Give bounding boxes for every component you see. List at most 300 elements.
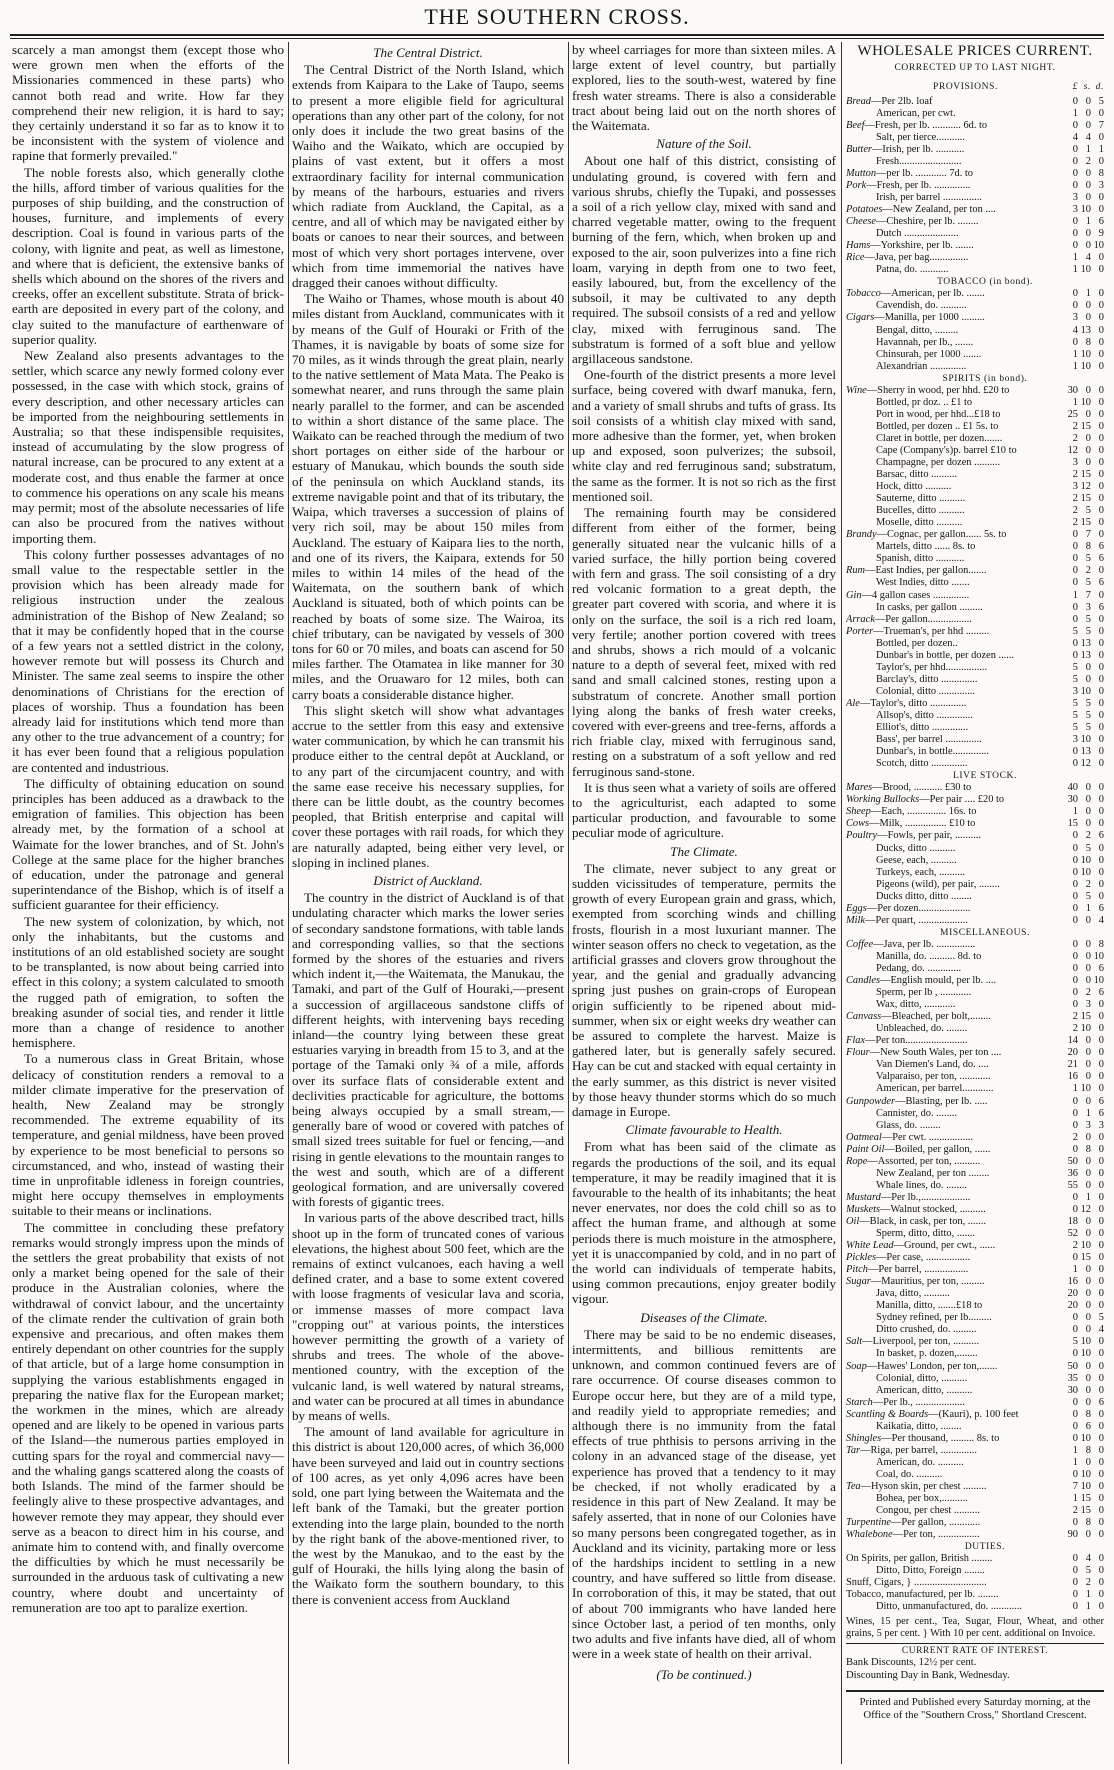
price-item-label: Martels, ditto ...... 8s. to — [876, 541, 976, 553]
price-pence: 0 — [1098, 505, 1104, 517]
price-pounds: 0 — [1072, 1601, 1078, 1613]
price-shillings: 0 — [1085, 1264, 1091, 1276]
price-shillings: 2 — [1085, 878, 1091, 890]
article-paragraph: The committee in concluding these prefatory remarks would strongly impress upon the minds of the settlers the great probability that exists of not only a market being opened for the sale of their produce in the Australian colonies, where the withdrawal of convict labour, and the uncertainty of the climate render the cultivation of grain both expensive and precarious, and often makes them entirely dependant on other countries for the supply of that article, but of a large home consumption in supplying the various establishments engaged in preparing the native flax for the European market; the workmen in the mines, which are already opened and are likely to be opened in various parts of the Island—the numerous parties employed in cutting spars for the royal and commercial navy—and the whaling gangs scattered along the coasts of both Islands. The mind of the farmer should be feelingly alive to these prospective advantages, and however remote they may appear, they should ever serve as a beacon to direct him in his course, and animate him to contend with, and finally overcome the difficulties by which he must necessarily be surrounded in the arduous task of cultivating a new country, where doubt and uncertainty of remuneration are too apt to paralize exertion. — [12, 1219, 284, 1615]
price-item-label: Bread—Per 2lb. loaf — [846, 95, 933, 107]
price-pounds: 0 — [1072, 1191, 1078, 1203]
price-item-label: Glass, do. ........ — [876, 1119, 941, 1131]
price-shillings: 1 — [1085, 1107, 1091, 1119]
price-item-label: Oil—Black, in cask, per ton, ....... — [846, 1215, 986, 1227]
article-paragraph: The Central District of the North Island, which extends from Kaipara to the Lake of Taupo, seems to present a more eligible field for agricultural operations than any other part of the colony, for not only does it include the two great basins of the Waiho and the Waikato, which are occupied by plains of vast extent, but it offers a most extraordinary facility for internal communication by means of the harbours, estuaries and rivers which radiate from Auckland, the Capital, as a centre, and all of which may be navigated either by boats or canoes to near their sources, and between most of which very short portages intervene, over which from time immemorial the natives have dragged their canoes without difficulty. — [292, 62, 564, 291]
price-shillings: 5 — [1085, 553, 1091, 565]
price-row — [846, 1348, 1104, 1360]
price-shillings: 0 — [1085, 1215, 1091, 1227]
price-row — [846, 300, 1104, 312]
price-item-label: New Zealand, per ton ........ — [876, 1167, 990, 1179]
price-shillings: 10 — [1080, 1083, 1091, 1095]
price-row — [846, 1517, 1104, 1529]
section-heading: The Central District. — [373, 45, 483, 60]
price-pence: 0 — [1098, 191, 1104, 203]
price-list — [846, 96, 1104, 1614]
price-pence: 10 — [1093, 240, 1104, 252]
price-shillings: 15 — [1080, 1252, 1091, 1264]
price-item-label: Unbleached, do. ........ — [876, 1023, 968, 1035]
price-pounds: 4 — [1072, 324, 1078, 336]
price-shillings: 0 — [1085, 1384, 1091, 1396]
price-pounds: 2 — [1072, 1011, 1078, 1023]
price-shillings: 3 — [1085, 1119, 1091, 1131]
prices-column — [846, 42, 1104, 1764]
price-item-label: Paint Oil—Boiled, per gallon, ...... — [846, 1143, 991, 1155]
price-item-label: Sydney refined, per lb......... — [876, 1312, 992, 1324]
price-pounds: 0 — [1072, 167, 1078, 179]
price-item-label: Flour—New South Wales, per ton .... — [846, 1047, 1002, 1059]
price-row — [846, 349, 1104, 361]
price-item-label: Beef—Fresh, per lb. ........... 6d. to — [846, 119, 988, 131]
price-pence: 0 — [1098, 746, 1104, 758]
price-item-label: Rope—Assorted, per ton, .......... — [846, 1155, 981, 1167]
price-item-label: Elliot's, ditto .............. — [876, 722, 969, 734]
price-item-label: In casks, per gallon ......... — [876, 601, 983, 613]
price-shillings: 0 — [1085, 1167, 1091, 1179]
price-row — [846, 1601, 1104, 1613]
price-row — [846, 903, 1104, 915]
price-pence: 0 — [1098, 1408, 1104, 1420]
price-row — [846, 1264, 1104, 1276]
price-pence: 0 — [1098, 444, 1104, 456]
price-pounds: 25 — [1067, 408, 1078, 420]
price-row — [846, 674, 1104, 686]
price-shillings: 0 — [1085, 975, 1091, 987]
article-paragraph: New Zealand also presents advantages to the settler, which scarce any newly formed colony ever possessed, in the case with which stock, grains of every description, and other necessary articles can be imported from the neighbouring settlements in Australia; so that these indispensible requisites, instead of accumulating by the slow progress of natural increase, can be procured to any extent at a moderate cost, and thus enable the farmer at once to commence his operations on any scale his means may permit; most of the absolute necessaries of life can also be procured from the natives without importing them. — [12, 348, 284, 546]
price-pence: 0 — [1098, 1468, 1104, 1480]
price-item-label: American, ditto, .......... — [876, 1384, 973, 1396]
price-shillings: 0 — [1085, 938, 1091, 950]
price-pence: 0 — [1098, 1252, 1104, 1264]
price-pence: 0 — [1098, 1035, 1104, 1047]
price-pence: 6 — [1098, 541, 1104, 553]
price-row — [846, 1565, 1104, 1577]
price-pence: 0 — [1098, 348, 1104, 360]
price-pounds: 2 — [1072, 505, 1078, 517]
article-paragraph: The amount of land available for agriculture in this district is about 120,000 acres, of which 36,000 have been surveyed and laid out in country sections of 100 acres, as yet only 4,096 acres have been sold, one part lying between the Waitemata and the left bank of the Tamaki, but the greater portion extending into the large plain, bounded to the north by the right bank of the above-mentioned river, to the west by the Manukao, and to the east by the gulf of Houraki, the hills lying along the basin of the Waikato form the southern boundary, to this there is convenient access from Auckland — [292, 1424, 564, 1607]
price-pounds: 0 — [1072, 1396, 1078, 1408]
price-item-label: Scotch, ditto .............. — [876, 758, 968, 770]
price-row — [846, 1373, 1104, 1385]
price-row — [846, 445, 1104, 457]
price-item-label: Rum—East Indies, per gallon....... — [846, 565, 987, 577]
price-row — [846, 192, 1104, 204]
price-item-label: Mustard—Per lb.,................... — [846, 1191, 971, 1203]
price-item-label: Sauterne, ditto .......... — [876, 493, 966, 505]
price-pounds: 2 — [1072, 469, 1078, 481]
price-section-heading — [846, 927, 1104, 939]
price-pounds: 0 — [1072, 1577, 1078, 1589]
price-row — [846, 421, 1104, 433]
price-pence: 0 — [1098, 1071, 1104, 1083]
price-shillings: 0 — [1085, 1095, 1091, 1107]
price-shillings: 0 — [1085, 1155, 1091, 1167]
price-pounds: 0 — [1072, 999, 1078, 1011]
price-item-label: American, per cwt. — [876, 107, 956, 119]
price-item-label: Coffee—Java, per lb. ............... — [846, 938, 976, 950]
price-pence: 0 — [1098, 710, 1104, 721]
price-pence: 0 — [1098, 866, 1104, 878]
price-item-label: Port in wood, per hhd...£18 to — [876, 408, 1001, 420]
price-row — [846, 553, 1104, 565]
price-item-label: Shingles—Per thousand, ......... 8s. to — [846, 1432, 1000, 1444]
article-column-1 — [12, 42, 284, 1764]
price-item-label: Oatmeal—Per cwt. ................. — [846, 1131, 973, 1143]
price-item-label: Milk—Per quart, ................... — [846, 914, 968, 926]
price-row — [846, 1397, 1104, 1409]
price-pence: 5 — [1098, 1312, 1104, 1324]
price-shillings: 0 — [1085, 962, 1091, 974]
price-pounds: 0 — [1072, 914, 1078, 926]
price-shillings: 0 — [1085, 1228, 1091, 1240]
price-pence: 0 — [1098, 1011, 1104, 1023]
price-pounds: 5 — [1072, 722, 1078, 734]
price-pence: 0 — [1098, 1372, 1104, 1384]
price-item-label: Arrack—Per gallon................. — [846, 613, 972, 625]
price-pence: 0 — [1098, 685, 1104, 697]
price-row — [846, 529, 1104, 541]
price-pounds: 0 — [1072, 95, 1078, 107]
price-shillings: 2 — [1085, 565, 1091, 577]
price-shillings: 5 — [1085, 710, 1091, 721]
price-shillings: 0 — [1085, 1360, 1091, 1372]
price-shillings: 0 — [1085, 457, 1091, 469]
price-item-label: White Lead—Ground, per cwt., ...... — [846, 1240, 996, 1252]
price-row — [846, 132, 1104, 144]
price-row — [846, 939, 1104, 951]
price-pence: 0 — [1098, 1384, 1104, 1396]
price-shillings: 0 — [1085, 107, 1091, 119]
price-item-label: Barclay's, ditto .............. — [876, 673, 978, 685]
price-row — [846, 264, 1104, 276]
price-row — [846, 385, 1104, 397]
price-row — [846, 590, 1104, 602]
price-pence: 0 — [1098, 890, 1104, 902]
price-item-label: Bucelles, ditto .......... — [876, 505, 965, 517]
price-pounds: 90 — [1067, 1529, 1078, 1541]
price-pence: 6 — [1098, 1396, 1104, 1408]
price-row — [846, 312, 1104, 324]
price-section-label: TOBACCO (in bond). — [937, 277, 1033, 288]
price-section-heading — [846, 770, 1104, 782]
price-pounds: 0 — [1072, 1107, 1078, 1119]
price-item-label: Whale lines, do. ........ — [876, 1179, 967, 1191]
price-shillings: 0 — [1085, 1179, 1091, 1191]
price-shillings: 10 — [1080, 1240, 1091, 1252]
price-pence: 0 — [1098, 794, 1104, 806]
price-item-label: Congou, per chest .......... — [876, 1505, 980, 1517]
price-pence: 0 — [1098, 1203, 1104, 1215]
price-section-label: DUTIES. — [964, 1542, 1006, 1553]
price-shillings: 0 — [1085, 1312, 1091, 1324]
price-row — [846, 710, 1104, 722]
price-pounds: 36 — [1067, 1167, 1078, 1179]
price-item-label: Barsac, ditto .......... — [876, 469, 958, 481]
price-shillings: 0 — [1085, 1456, 1091, 1468]
price-row — [846, 204, 1104, 216]
price-pounds: 16 — [1067, 1071, 1078, 1083]
price-item-label: Scantling & Boards—(Kauri), p. 100 feet — [846, 1408, 1019, 1420]
price-row — [846, 867, 1104, 879]
article-paragraph: The climate, never subject to any great or sudden vicissitudes of temperature, permits the growth of every European grain and grass, which, exempted from scorching winds and chilling frosts, flourish in a most luxuriant manner. The winter season offers no check to vegetation, as the artificial grasses and clovers grow throughout the year, and the genial and gradually advancing spring just pushes on grain-crops of European origin sufficiently to be ripened about mid-summer, when six or eight weeks dry weather can be assured to complete the harvest. Maize is gathered later, but is generally safely secured. Hay can be cut and stacked with equal certainty in the early summer, as this district is never visited by those heavy thunder storms which do so much damage in Europe. — [572, 860, 836, 1120]
price-shillings: 4 — [1085, 1553, 1091, 1565]
price-pence: 0 — [1098, 1517, 1104, 1529]
price-item-label: Kaikatia, ditto, ........ — [876, 1420, 962, 1432]
price-pence: 0 — [1098, 806, 1104, 818]
price-shillings: 8 — [1085, 1444, 1091, 1456]
price-item-label: Fresh........................ — [876, 155, 962, 167]
price-pounds: 2 — [1072, 517, 1078, 529]
price-pounds: 0 — [1072, 866, 1078, 878]
price-pence: 0 — [1098, 1529, 1104, 1541]
price-shillings: 5 — [1085, 722, 1091, 734]
price-shillings: 8 — [1085, 1517, 1091, 1529]
price-row — [846, 1216, 1104, 1228]
price-pence: 10 — [1093, 975, 1104, 987]
price-row — [846, 638, 1104, 650]
price-pence: 0 — [1098, 1348, 1104, 1360]
price-pounds: 0 — [1072, 1312, 1078, 1324]
price-pence: 0 — [1098, 1505, 1104, 1517]
price-pence: 8 — [1098, 167, 1104, 179]
price-row — [846, 843, 1104, 855]
price-shillings: 12 — [1080, 481, 1091, 493]
price-pounds: 0 — [1072, 1348, 1078, 1360]
price-pence: 10 — [1093, 950, 1104, 962]
price-pence: 0 — [1098, 481, 1104, 493]
price-pounds: 5 — [1072, 625, 1078, 637]
price-pence: 0 — [1098, 1191, 1104, 1203]
price-pence: 0 — [1098, 1432, 1104, 1444]
price-pence: 0 — [1098, 649, 1104, 661]
price-item-label: Gunpowder—Blasting, per lb. ..... — [846, 1095, 988, 1107]
article-paragraph: The difficulty of obtaining education on sound principles has been adduced as a drawback to the emigration of families. This objection has been already met, by the formation of a school at Waimate for the lower branches, and of St. John's College at the same place for the higher branches of education, under the patronage and general superintendance of the Bishop, which is of itself a sufficient guarantee for their efficiency. — [12, 775, 284, 913]
price-item-label: Ditto, unmanufactured, do. ............ — [876, 1601, 1023, 1613]
price-pence: 0 — [1098, 288, 1104, 300]
price-item-label: Dutch ..................... — [876, 228, 959, 240]
price-row — [846, 915, 1104, 927]
price-item-label: Hock, ditto .......... — [876, 481, 952, 493]
price-item-label: Irish, per barrel ............... — [876, 191, 982, 203]
price-pounds: 0 — [1072, 890, 1078, 902]
price-shillings: 1 — [1085, 216, 1091, 228]
price-pence: 0 — [1098, 312, 1104, 324]
price-pounds: 20 — [1067, 1047, 1078, 1059]
price-row — [846, 120, 1104, 132]
price-row — [846, 1083, 1104, 1095]
price-pounds: 18 — [1067, 1215, 1078, 1227]
price-shillings: 0 — [1085, 179, 1091, 191]
price-row — [846, 626, 1104, 638]
price-shillings: 6 — [1085, 1420, 1091, 1432]
price-row — [846, 1059, 1104, 1071]
price-pence: 6 — [1098, 1107, 1104, 1119]
price-row — [846, 228, 1104, 240]
prices-subtitle: CORRECTED UP TO LAST NIGHT. — [894, 63, 1056, 74]
price-shillings: 10 — [1080, 734, 1091, 746]
price-pounds: 3 — [1072, 685, 1078, 697]
price-item-label: Mutton—per lb. ............ 7d. to — [846, 167, 973, 179]
price-pence: 0 — [1098, 1444, 1104, 1456]
price-shillings: 0 — [1085, 444, 1091, 456]
price-pence: 0 — [1098, 457, 1104, 469]
price-shillings: 10 — [1080, 1432, 1091, 1444]
price-row — [846, 541, 1104, 553]
price-shillings: 8 — [1085, 541, 1091, 553]
price-shillings: 2 — [1085, 830, 1091, 842]
price-shillings: 15 — [1080, 517, 1091, 529]
price-pence: 6 — [1098, 577, 1104, 589]
price-item-label: Rice—Java, per bag............... — [846, 252, 969, 264]
price-item-label: Colonial, ditto .............. — [876, 685, 976, 697]
price-row — [846, 409, 1104, 421]
price-shillings: 0 — [1085, 1071, 1091, 1083]
price-shillings: 10 — [1080, 348, 1091, 360]
price-pence: 6 — [1098, 601, 1104, 613]
price-item-label: Tea—Hyson skin, per chest ......... — [846, 1481, 987, 1492]
article-paragraph: About one half of this district, consisting of undulating ground, is covered with fern and various shrubs, chiefly the Tupaki, and possesses a soil of a rich yellow clay, mixed with sand and charred vegetable matter, owing to the frequent burning of the fern, which, when broken up and exposed to the air, soon pulverizes into a fine rich loam, varying in depth from one to two feet, easily laboured, but, from the excellency of the subsoil, it may be cultivated to any depth required. The subsoil consists of a red and yellow clay, mixed with ferruginous sand. The substratum is formed of a soft blue and yellow argillaceous sandstone. — [572, 153, 836, 367]
price-pounds: 14 — [1067, 1035, 1078, 1047]
price-item-label: Salt—Liverpool, per ton, .......... — [846, 1336, 980, 1348]
price-item-label: Pigeons (wild), per pair, ........ — [876, 878, 1000, 890]
price-item-label: American, do. .......... — [876, 1456, 964, 1468]
price-pence: 7 — [1098, 119, 1104, 131]
price-section-heading — [846, 373, 1104, 385]
price-pence: 0 — [1098, 324, 1104, 336]
price-pence: 0 — [1098, 1023, 1104, 1035]
price-item-label: Ditto, Ditto, Foreign ........ — [876, 1565, 985, 1577]
price-item-label: Java, ditto, .......... — [876, 1288, 950, 1300]
price-item-label: Van Diemen's Land, do. .... — [876, 1059, 989, 1071]
price-pounds: 0 — [1072, 758, 1078, 770]
price-item-label: Butter—Irish, per lb. ........... — [846, 143, 965, 155]
price-pence: 0 — [1098, 613, 1104, 625]
price-pounds: 0 — [1072, 1468, 1078, 1480]
price-pence: 0 — [1098, 1047, 1104, 1059]
price-pounds: 50 — [1067, 1360, 1078, 1372]
price-item-label: Allsop's, ditto .............. — [876, 710, 973, 721]
price-item-label: Brandy—Cognac, per gallon...... 5s. to — [846, 529, 1007, 541]
section-heading: District of Auckland. — [373, 872, 483, 888]
price-shillings: 3 — [1085, 601, 1091, 613]
price-pounds: 0 — [1072, 1119, 1078, 1131]
price-pence: 0 — [1098, 1360, 1104, 1372]
price-pounds: 55 — [1067, 1179, 1078, 1191]
price-pence: 8 — [1098, 938, 1104, 950]
price-shillings: 12 — [1080, 1203, 1091, 1215]
price-pounds: 0 — [1072, 336, 1078, 348]
price-item-label: Bohea, per box,.......... — [876, 1493, 968, 1505]
price-shillings: 12 — [1080, 758, 1091, 770]
price-pounds: 2 — [1072, 420, 1078, 432]
price-pounds: 30 — [1067, 1384, 1078, 1396]
price-pence: 0 — [1098, 878, 1104, 890]
price-item-label: Sperm, per lb , ............ — [876, 987, 972, 999]
price-shillings: 0 — [1085, 806, 1091, 818]
price-shillings: 0 — [1085, 1276, 1091, 1288]
article-paragraph: by wheel carriages for more than sixteen miles. A large extent of level country, but partially explored, lies to the south-west, watered by fine fresh water streams. There is also a considerable tract about being laid out on the north shores of the Waitemata. — [572, 42, 836, 134]
price-pounds: 12 — [1067, 444, 1078, 456]
price-shillings: 5 — [1085, 625, 1091, 637]
price-row — [846, 469, 1104, 481]
price-pence: 0 — [1098, 1420, 1104, 1432]
price-pence: 0 — [1098, 408, 1104, 420]
price-shillings: 13 — [1080, 637, 1091, 649]
price-item-label: Bass', per barrel .............. — [876, 734, 982, 746]
price-item-label: Bengal, ditto, ......... — [876, 324, 959, 336]
price-shillings: 10 — [1080, 685, 1091, 697]
column-divider — [841, 42, 842, 1764]
price-pence: 0 — [1098, 842, 1104, 854]
price-item-label: In basket, p. dozen,........ — [876, 1348, 978, 1360]
column-divider — [568, 42, 569, 1764]
price-section-heading — [846, 1541, 1104, 1553]
price-pounds: 0 — [1072, 987, 1078, 999]
price-row — [846, 1071, 1104, 1083]
article-paragraph: The country in the district of Auckland is of that undulating character which marks the lower series of secondary sandstone formations, with table lands and corresponding vallies, so that the sections formed by the shores of the estuaries and rivers which indent it,—the Waitemata, the Manukau, the Tamaki, and part of the Gulf of Houraki,—present a succession of argillaceous sandstone cliffs of different heights, with intervening bays receding inland—the country lying between these great estuaries varying in breadth from 15 to 3, and at the portage of the Tamaki only ¾ of a mile, affords over its surface flats of considerable extent and declivities practicable for agriculture, the bottoms being always occupied by a small stream,—generally bare of wood or covered with patches of small sized trees suitable for fuel or fencing,—and rising in gentle elevations to the mountain ranges to the west and south, which are of a different geological formation, and are universally covered with forests of gigantic trees. — [292, 890, 564, 1210]
price-item-label: Colonial, ditto, .......... — [876, 1372, 968, 1384]
continued-note: (To be continued.) — [656, 1667, 752, 1683]
price-pence: 0 — [1098, 1276, 1104, 1288]
price-pence: 0 — [1098, 999, 1104, 1011]
price-pence: 0 — [1098, 722, 1104, 734]
price-row — [846, 1589, 1104, 1601]
price-shillings: 0 — [1085, 661, 1091, 673]
price-pounds: 0 — [1072, 541, 1078, 553]
price-item-label: Cannister, do. ........ — [876, 1107, 957, 1119]
price-pounds: 0 — [1072, 119, 1078, 131]
price-item-label: On Spirits, per gallon, British ........ — [846, 1553, 993, 1565]
price-item-label: Valparaiso, per ton, ............ — [876, 1071, 991, 1083]
price-item-label: Flax—Per ton........................ — [846, 1035, 968, 1047]
price-shillings: 1 — [1085, 143, 1091, 155]
price-pence: 0 — [1098, 1601, 1104, 1613]
section-heading: Climate favourable to Health. — [625, 1122, 783, 1138]
price-pounds: 1 — [1072, 589, 1078, 601]
price-pounds: 0 — [1072, 1324, 1078, 1336]
price-row — [846, 337, 1104, 349]
price-row — [846, 1023, 1104, 1035]
price-pence: 0 — [1098, 264, 1104, 276]
price-pounds: 2 — [1072, 432, 1078, 444]
price-shillings: 0 — [1085, 408, 1091, 420]
column-divider — [288, 42, 289, 1764]
price-pounds: 0 — [1072, 216, 1078, 228]
price-pounds: 0 — [1072, 1565, 1078, 1577]
price-item-label: Cigars—Manilla, per 1000 ......... — [846, 312, 985, 324]
price-pence: 0 — [1098, 1264, 1104, 1276]
article-paragraph: There may be said to be no endemic diseases, intermittents, and billious remittents are unknown, and common continued fevers are of rare occurrence. Of course diseases common to Europe occur here, but they are of a mild type, and readily yield to appropriate remedies; and although there is no immunity from the fatal effects of true phthisis to persons arriving in the colony in an advanced stage of the disease, yet experience has proved that a tendency to it may be checked, if not wholly eradicated by a residence in this part of New Zealand. It may be safely asserted, that in none of our Colonies have so many persons been congregated together, as in Auckland and its vicinity, partaking more or less of the hardships incident to settling in a new country, and have suffered so little from disease. In corroboration of this, it may be stated, that out of about 700 immigrants who have landed here since October last, a period of ten months, only two adults and five infants have died, all of whom were in a week state of health on their arrival. — [572, 1326, 836, 1662]
article-paragraph: One-fourth of the district presents a more level surface, being covered with dwarf manuka, fern, and a variety of small shrubs and tufts of grass. Its soil consists of a whitish clay mixed with sand, more adhesive than the former, yet, when broken up and exposed, soon pulverizes; the subsoil, white clay and red ferruginous sand; substratum, the same as the former. It is not so rich as the first mentioned soil. — [572, 367, 836, 504]
price-pounds: 0 — [1072, 1589, 1078, 1601]
price-row — [846, 855, 1104, 867]
article-paragraph: To a numerous class in Great Britain, whose delicacy of constitution renders a removal to a milder climate imperative for the preservation of health, New Zealand may be strongly recommended. The extreme equability of its temperature, and genial mildness, have been proved by experience to be most beneficial to persons so circumstanced, and who, instead of wasting their time in unprofitable idleness in foreign countries, might here occupy themselves in employments suitable to their means or inclinations. — [12, 1051, 284, 1219]
price-pounds: 5 — [1072, 697, 1078, 709]
price-row — [846, 891, 1104, 903]
price-shillings: 0 — [1085, 914, 1091, 926]
price-item-label: Coal, do. .......... — [876, 1468, 943, 1480]
price-row — [846, 602, 1104, 614]
price-row — [846, 734, 1104, 746]
price-item-label: Ditto crushed, do. ......... — [876, 1324, 977, 1336]
price-item-label: Patna, do. ........... — [876, 264, 949, 276]
printer-imprint: Printed and Published every Saturday morning, at the Office of the "Southern Cross," Shortland Crescent. — [846, 1690, 1104, 1722]
